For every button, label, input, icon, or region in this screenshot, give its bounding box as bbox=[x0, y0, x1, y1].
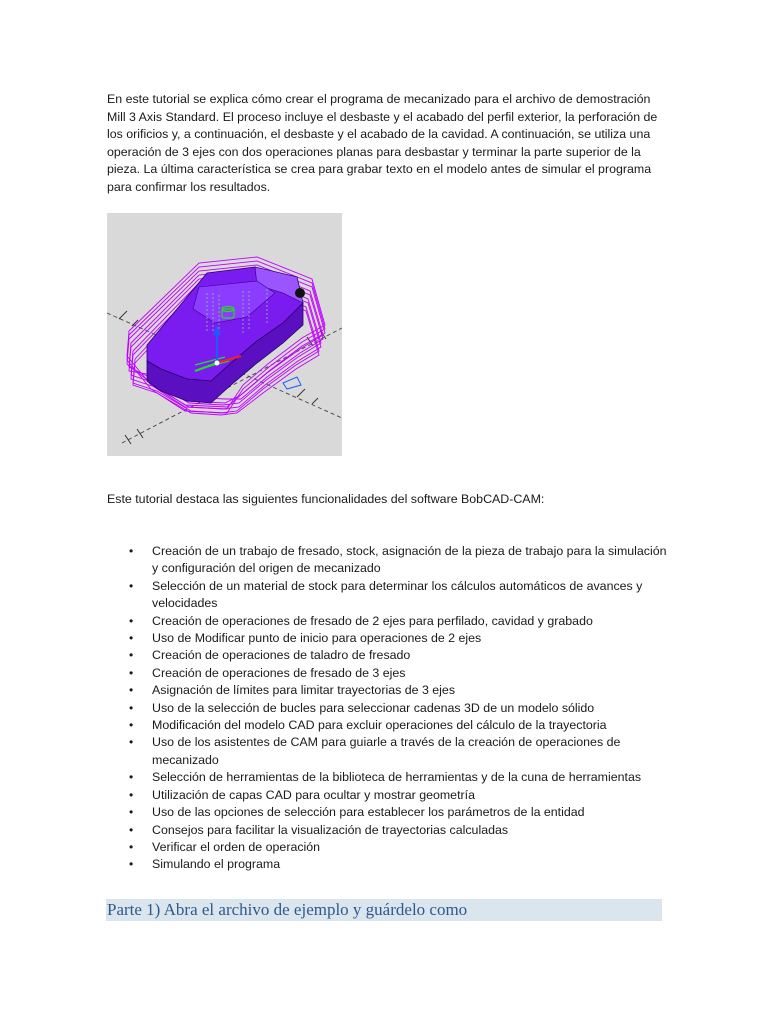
list-item: • Uso de la selección de bucles para seleccionar cadenas 3D de un modelo sólido bbox=[107, 700, 667, 717]
bullet-icon: • bbox=[129, 857, 134, 872]
list-item: • Creación de operaciones de fresado de 3 ejes bbox=[107, 665, 667, 682]
list-item: • Consejos para facilitar la visualización de trayectorias calculadas bbox=[107, 822, 667, 839]
bullet-icon: • bbox=[129, 631, 134, 646]
bullet-icon: • bbox=[129, 578, 134, 593]
bullet-icon: • bbox=[129, 718, 134, 733]
bullet-icon: • bbox=[129, 700, 134, 715]
bullet-icon: • bbox=[129, 787, 134, 802]
list-item: • Creación de un trabajo de fresado, stock, asignación de la pieza de trabajo para la simulación y configuración del origen de mecanizado bbox=[129, 544, 667, 576]
part-solid-body bbox=[147, 267, 305, 403]
bullet-icon: • bbox=[129, 822, 134, 837]
features-list bbox=[107, 543, 667, 874]
bullet-icon: • bbox=[129, 735, 134, 750]
list-item: • Uso de los asistentes de CAM para guiarle a través de la creación de operaciones de mecanizado bbox=[129, 735, 621, 767]
bullet-icon: • bbox=[129, 544, 134, 558]
list-item: • Creación de operaciones de fresado de 2 ejes para perfilado, cavidad y grabado bbox=[107, 613, 667, 630]
list-item: • Selección de herramientas de la biblioteca de herramientas y de la cuna de herramientas bbox=[107, 769, 667, 786]
list-item: • Uso de Modificar punto de inicio para operaciones de 2 ejes bbox=[107, 630, 667, 647]
bullet-icon: • bbox=[129, 770, 134, 785]
list-item: • Utilización de capas CAD para ocultar y mostrar geometría bbox=[107, 787, 667, 804]
list-item: • Simulando el programa bbox=[107, 856, 667, 873]
list-item: • Asignación de límites para limitar trayectorias de 3 ejes bbox=[107, 682, 667, 699]
bullet-icon: • bbox=[129, 665, 134, 680]
intro-paragraph: En este tutorial se explica cómo crear el programa de mecanizado para el archivo de demostración Mill 3 Axis Standard. El proceso incluye el desbaste y el acabado del perfil exterior, la perforación de los orificios y, a continuación, el desbaste y el acabado de la cavidad. A continuación, se utiliza una operación de 3 ejes con dos operaciones planas para desbastar y terminar la parte superior de la pieza. La última característica se crea para grabar texto en el modelo antes de simular el programa para confirmar los resultados. bbox=[107, 92, 658, 194]
tool-outline bbox=[283, 377, 301, 389]
features-lead: Este tutorial destaca las siguientes funcionalidades del software BobCAD-CAM: bbox=[107, 492, 545, 506]
list-item: • Uso de las opciones de selección para establecer los parámetros de la entidad bbox=[107, 804, 667, 821]
list-item: • Creación de operaciones de taladro de fresado bbox=[107, 647, 667, 664]
part-3d-render bbox=[107, 213, 342, 456]
list-item: • Verificar el orden de operación bbox=[107, 839, 667, 856]
bullet-icon: • bbox=[129, 648, 134, 663]
bullet-icon: • bbox=[129, 683, 134, 698]
list-item: • Modificación del modelo CAD para excluir operaciones del cálculo de la trayectoria bbox=[107, 717, 667, 734]
bullet-icon: • bbox=[129, 613, 134, 628]
bullet-icon: • bbox=[129, 839, 134, 854]
part-hole bbox=[295, 288, 305, 298]
bullet-icon: • bbox=[129, 805, 134, 820]
list-item: • Selección de un material de stock para determinar los cálculos automáticos de avances y velocidades bbox=[129, 578, 643, 611]
cam-part-figure bbox=[107, 213, 342, 456]
section-heading: Parte 1) Abra el archivo de ejemplo y guárdelo como bbox=[106, 899, 662, 921]
